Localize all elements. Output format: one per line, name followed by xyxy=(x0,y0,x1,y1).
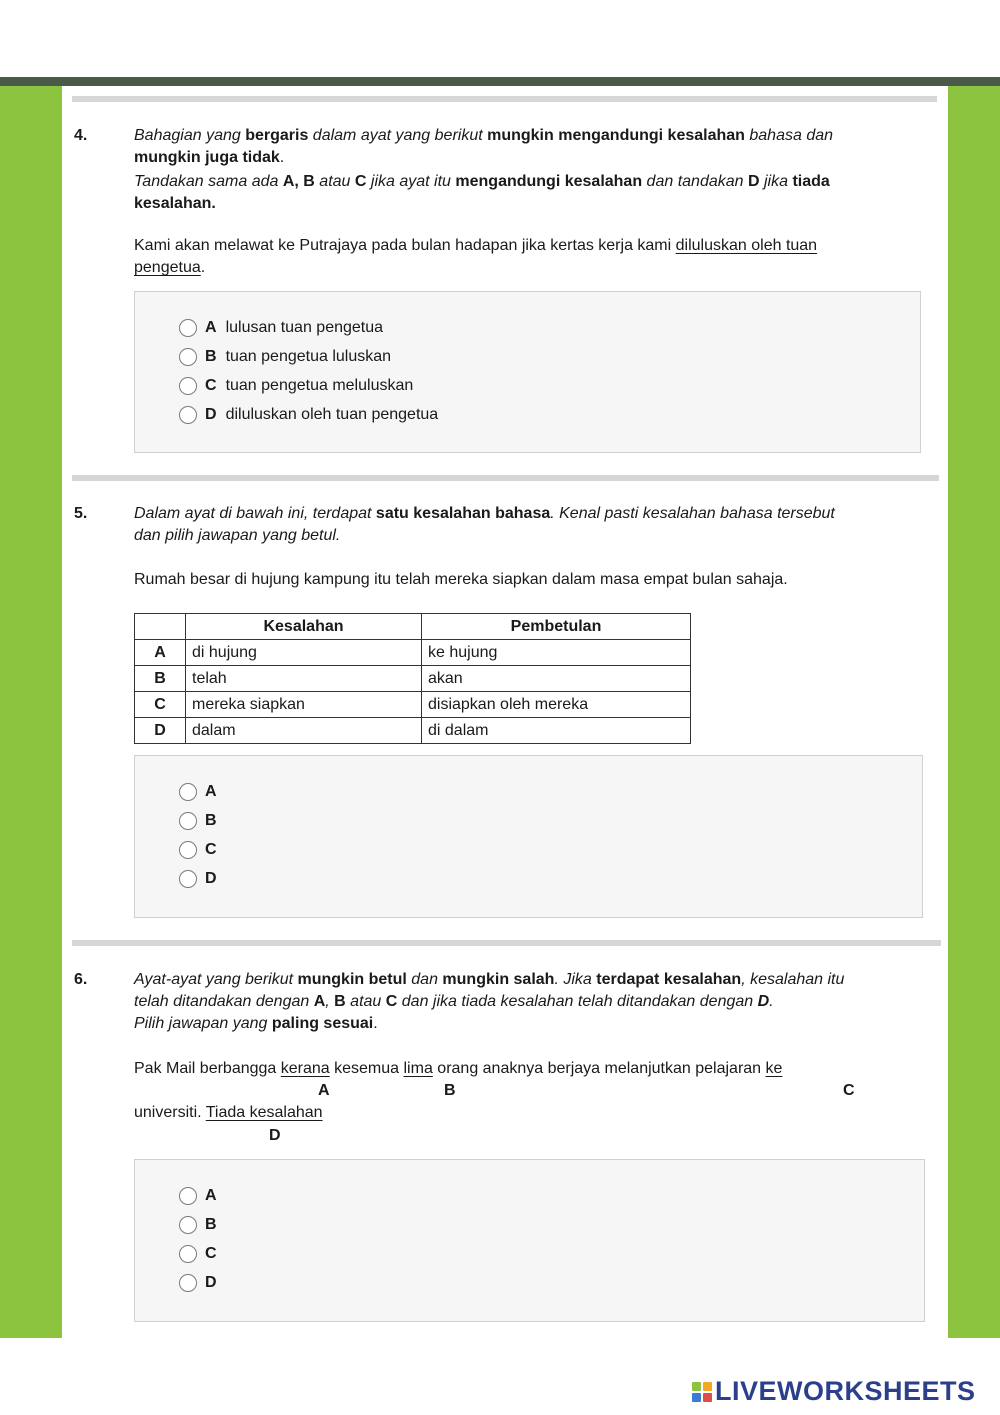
instruction-line xyxy=(134,525,944,547)
radio-button[interactable] xyxy=(179,348,197,366)
pembetulan-cell: ke hujung xyxy=(422,640,691,666)
underlined-part: pengetua xyxy=(134,259,201,276)
text-segment: Tiada kesalahan xyxy=(205,1104,323,1121)
table-header: Kesalahan xyxy=(186,614,422,640)
underlined-part: diluluskan oleh tuan xyxy=(675,237,818,254)
radio-button[interactable] xyxy=(179,1245,197,1263)
text-segment: mungkin salah xyxy=(442,971,555,988)
text-segment: Dalam ayat di bawah ini, terdapat xyxy=(134,505,376,522)
q6-instruction xyxy=(134,969,934,1035)
q5-options-box xyxy=(134,755,923,918)
text-segment: dan jika tiada kesalahan telah ditandakan dengan xyxy=(397,993,758,1010)
kesalahan-cell: mereka siapkan xyxy=(186,692,422,718)
q6-option-a[interactable] xyxy=(179,1185,226,1207)
option-letter: D xyxy=(205,406,217,423)
sentence-text: . xyxy=(200,259,206,276)
text-segment: mengandungi kesalahan xyxy=(455,173,643,190)
text-segment: ke xyxy=(765,1060,783,1077)
question-number: 4. xyxy=(74,127,88,144)
option-letter: A xyxy=(205,783,217,800)
pembetulan-cell: akan xyxy=(422,666,691,692)
text-segment: jika xyxy=(759,173,793,190)
q6-option-c[interactable] xyxy=(179,1243,226,1265)
text-segment: telah ditandakan dengan xyxy=(134,993,314,1010)
logo-text: LIVEWORKSHEETS xyxy=(715,1376,976,1406)
instruction-line xyxy=(134,125,924,147)
q4-option-d[interactable] xyxy=(179,404,438,426)
radio-button[interactable] xyxy=(179,319,197,337)
text-segment: orang anaknya berjaya melanjutkan pelajaran xyxy=(432,1060,766,1077)
option-letter: C xyxy=(205,841,217,858)
text-segment: dan xyxy=(406,971,443,988)
option-letter: B xyxy=(205,812,217,829)
sentence-text: Kami akan melawat ke Putrajaya pada bulan hadapan jika kertas kerja kami xyxy=(134,237,676,254)
text-segment: . xyxy=(279,149,285,166)
text-segment: dan pilih jawapan yang betul. xyxy=(134,527,341,544)
row-letter: B xyxy=(135,666,186,692)
kesalahan-cell: dalam xyxy=(186,718,422,744)
table-row xyxy=(135,718,691,744)
text-segment: bergaris xyxy=(245,127,309,144)
option-letter: B xyxy=(205,348,217,365)
kesalahan-cell: telah xyxy=(186,666,422,692)
text-segment: , xyxy=(325,993,335,1010)
instruction-line xyxy=(134,171,924,193)
text-segment: Ayat-ayat yang berikut xyxy=(134,971,298,988)
text-segment: paling sesuai xyxy=(271,1015,374,1032)
text-segment: A xyxy=(313,993,326,1010)
radio-button[interactable] xyxy=(179,1274,197,1292)
text-segment: , kesalahan itu xyxy=(741,971,845,988)
radio-button[interactable] xyxy=(179,841,197,859)
q5-option-a[interactable] xyxy=(179,781,226,803)
text-segment: mungkin mengandungi kesalahan xyxy=(487,127,745,144)
logo-tile xyxy=(692,1382,701,1391)
instruction-line xyxy=(134,503,944,525)
option-text: tuan pengetua luluskan xyxy=(225,348,392,365)
sentence-line xyxy=(134,1102,894,1124)
radio-button[interactable] xyxy=(179,870,197,888)
radio-button[interactable] xyxy=(179,406,197,424)
text-segment: C xyxy=(354,173,367,190)
q4-option-c[interactable] xyxy=(179,375,413,397)
correction-table xyxy=(134,613,691,744)
mark-label-d: D xyxy=(269,1127,281,1144)
text-segment: kerana xyxy=(280,1060,330,1077)
text-segment: terdapat kesalahan xyxy=(596,971,742,988)
q5-instruction xyxy=(134,503,944,547)
text-segment: . Jika xyxy=(554,971,597,988)
row-letter: C xyxy=(135,692,186,718)
row-letter: D xyxy=(135,718,186,744)
text-segment: kesemua xyxy=(329,1060,404,1077)
pembetulan-cell: disiapkan oleh mereka xyxy=(422,692,691,718)
radio-button[interactable] xyxy=(179,377,197,395)
option-letter: A xyxy=(205,1187,217,1204)
pembetulan-cell: di dalam xyxy=(422,718,691,744)
text-segment: lima xyxy=(403,1060,433,1077)
text-segment: dalam ayat yang berikut xyxy=(308,127,488,144)
liveworksheets-logo xyxy=(692,1376,976,1407)
q5-sentence: Rumah besar di hujung kampung itu telah mereka siapkan dalam masa empat bulan sahaja. xyxy=(134,571,788,588)
mark-label-b: B xyxy=(444,1082,456,1099)
text-segment: . xyxy=(373,1015,378,1032)
option-letter: C xyxy=(205,1245,217,1262)
q6-option-d[interactable] xyxy=(179,1272,226,1294)
option-letter: D xyxy=(205,1274,217,1291)
table-header: Pembetulan xyxy=(422,614,691,640)
text-segment: D xyxy=(757,993,770,1010)
text-segment: satu kesalahan bahasa xyxy=(375,505,551,522)
text-segment: . Kenal pasti kesalahan bahasa tersebut xyxy=(550,505,835,522)
text-segment: mungkin betul xyxy=(297,971,407,988)
instruction-line xyxy=(134,991,934,1013)
mark-label-a: A xyxy=(318,1082,330,1099)
kesalahan-cell: di hujung xyxy=(186,640,422,666)
q6-sentence xyxy=(134,1058,894,1124)
text-segment: A, B xyxy=(282,173,315,190)
text-segment: atau xyxy=(314,173,355,190)
text-segment: jika ayat itu xyxy=(366,173,456,190)
q4-option-b[interactable] xyxy=(179,346,391,368)
text-segment: tiada xyxy=(792,173,830,190)
separator xyxy=(72,96,937,102)
text-segment: Pilih jawapan yang xyxy=(134,1015,272,1032)
option-text: diluluskan oleh tuan pengetua xyxy=(225,406,439,423)
logo-tile xyxy=(703,1393,712,1402)
option-letter: C xyxy=(205,377,217,394)
logo-tile xyxy=(692,1393,701,1402)
radio-button[interactable] xyxy=(179,783,197,801)
separator xyxy=(72,940,941,946)
separator xyxy=(72,475,939,481)
text-segment: D xyxy=(747,173,760,190)
sentence-line xyxy=(134,1058,894,1080)
table-header-empty xyxy=(135,614,186,640)
instruction-line xyxy=(134,969,934,991)
question-number: 5. xyxy=(74,505,88,522)
radio-button[interactable] xyxy=(179,1216,197,1234)
option-text: lulusan tuan pengetua xyxy=(225,319,384,336)
right-green-border xyxy=(948,86,1000,1338)
text-segment: Bahagian yang xyxy=(134,127,246,144)
q5-option-d[interactable] xyxy=(179,868,226,890)
option-letter: D xyxy=(205,870,217,887)
table-row xyxy=(135,640,691,666)
text-segment: Tandakan sama ada xyxy=(134,173,283,190)
logo-icon xyxy=(692,1382,712,1402)
q5-option-c[interactable] xyxy=(179,839,226,861)
instruction-line xyxy=(134,147,924,169)
text-segment: kesalahan. xyxy=(134,195,216,212)
top-bar xyxy=(0,77,1000,86)
text-segment: dan tandakan xyxy=(642,173,748,190)
instruction-line xyxy=(134,1013,934,1035)
q4-options-box xyxy=(134,291,921,453)
text-segment: mungkin juga tidak xyxy=(134,149,280,166)
text-segment: bahasa dan xyxy=(744,127,834,144)
option-letter: A xyxy=(205,319,217,336)
text-segment: Pak Mail berbangga xyxy=(134,1060,281,1077)
option-text: tuan pengetua meluluskan xyxy=(225,377,414,394)
mark-label-c: C xyxy=(843,1082,855,1099)
text-segment: B xyxy=(334,993,346,1010)
left-green-border xyxy=(0,86,62,1338)
text-segment: atau xyxy=(345,993,386,1010)
q6-option-b[interactable] xyxy=(179,1214,226,1236)
radio-button[interactable] xyxy=(179,812,197,830)
q4-instruction xyxy=(134,125,924,215)
table-row xyxy=(135,666,691,692)
q5-option-b[interactable] xyxy=(179,810,226,832)
row-letter: A xyxy=(135,640,186,666)
text-segment: C xyxy=(385,993,398,1010)
logo-tile xyxy=(703,1382,712,1391)
instruction-line xyxy=(134,193,924,215)
radio-button[interactable] xyxy=(179,1187,197,1205)
text-segment: universiti. xyxy=(134,1104,206,1121)
option-letter: B xyxy=(205,1216,217,1233)
q6-options-box xyxy=(134,1159,925,1322)
question-number: 6. xyxy=(74,971,88,988)
q4-option-a[interactable] xyxy=(179,317,383,339)
table-row xyxy=(135,692,691,718)
text-segment: . xyxy=(769,993,774,1010)
q4-sentence xyxy=(134,235,914,279)
